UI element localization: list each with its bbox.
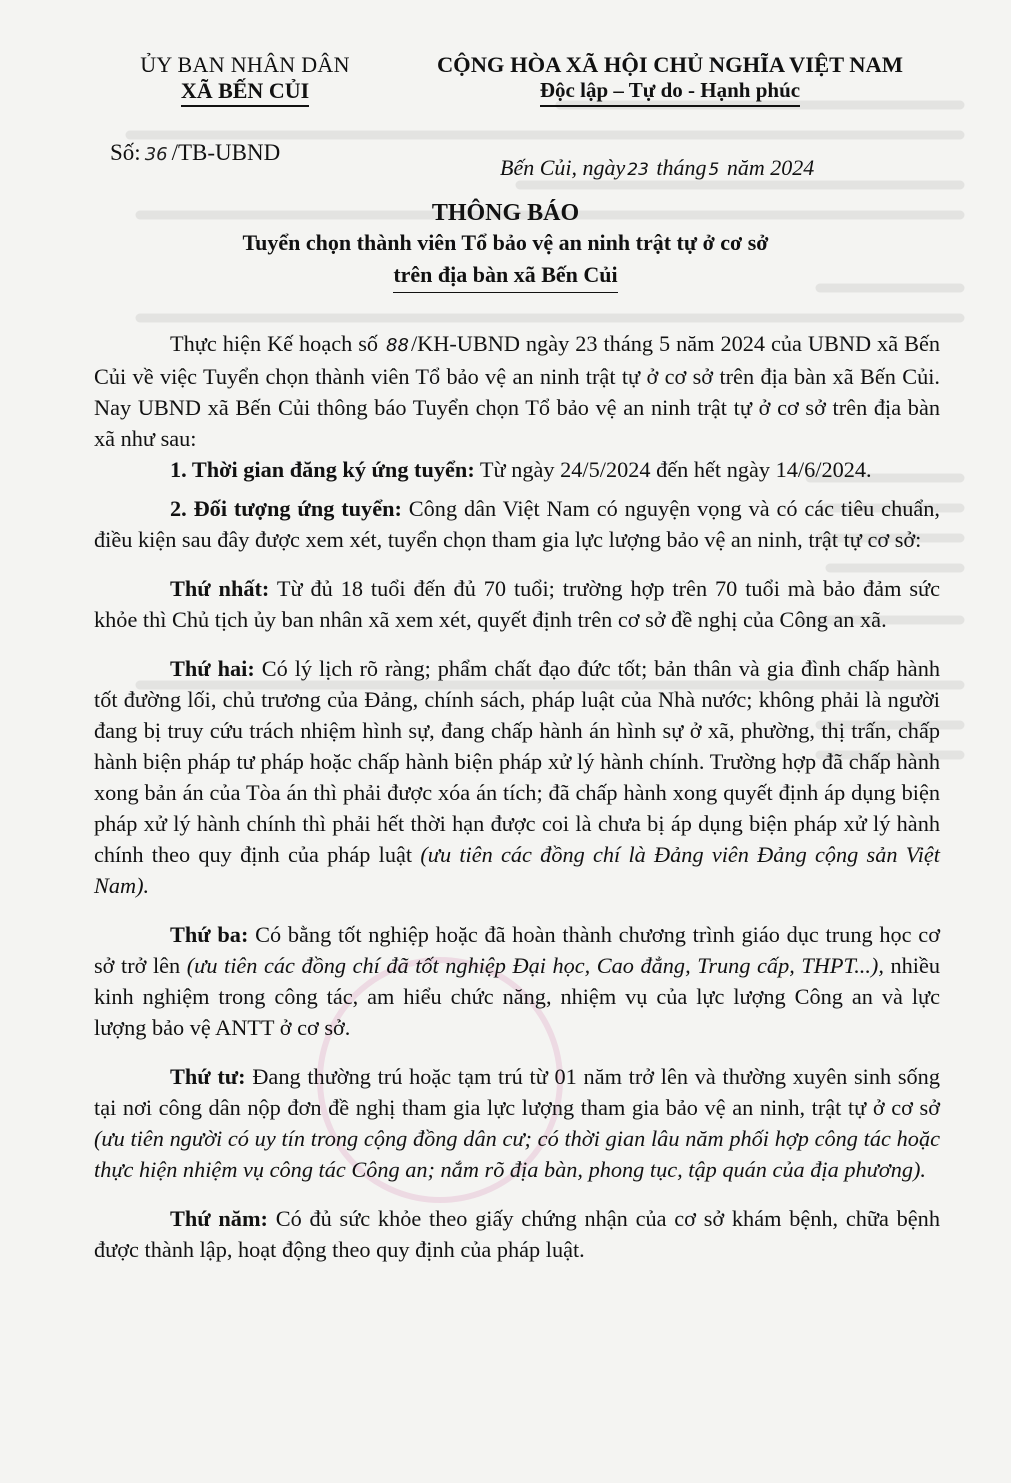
criterion-2-text: Có lý lịch rõ ràng; phẩm chất đạo đức tốt; bản thân và gia đình chấp hành tốt đường lối, chủ trương của Đảng, chính sách, pháp luật của Nhà nước; không phải là người đang bị truy cứu trách nhiệm hình sự, đang chấp hành án hình sự ở xã, phường, thị trấn, chấp hành biện pháp tư pháp hoặc chấp hành biện pháp xử lý hành chính. Trường hợp đã chấp hành xong bản án của Tòa án thì phải được xóa án tích; đã chấp hành xong quyết định áp dụng biện pháp xử lý hành chính thì phải hết thời hạn được coi là chưa bị áp dụng biện pháp xử lý hành chính theo quy định của pháp luật	[94, 656, 940, 867]
criterion-2-heading: Thứ hai:	[170, 656, 255, 681]
section-1-text: Từ ngày 24/5/2024 đến hết ngày 14/6/2024.	[474, 457, 872, 482]
section-1-heading: 1. Thời gian đăng ký ứng tuyển:	[170, 457, 475, 482]
intro-paragraph	[94, 328, 940, 454]
criterion-4-text: Đang thường trú hoặc tạm trú từ 01 năm trở lên và thường xuyên sinh sống tại nơi công dân nộp đơn đề nghị tham gia lực lượng tham gia bảo vệ an ninh, trật tự ở cơ sở	[94, 1064, 940, 1120]
authority-name: ỦY BAN NHÂN DÂN	[140, 52, 350, 77]
criterion-2-priority-note: (ưu tiên các đồng chí là Đảng viên Đảng cộng sản Việt Nam).	[94, 842, 940, 898]
criterion-4-paragraph	[94, 1061, 940, 1185]
document-number-prefix: Số:	[110, 140, 141, 165]
document-subtitle-line2-wrap	[0, 262, 1011, 293]
date-day-handwritten: 23	[627, 160, 649, 180]
criterion-2-paragraph	[94, 653, 940, 901]
intro-text-start: Thực hiện Kế hoạch số	[170, 331, 385, 356]
criterion-3-priority-note: (ưu tiên các đồng chí đã tốt nghiệp Đại học, Cao đẳng, Trung cấp, THPT...),	[186, 953, 884, 978]
section-2-heading: 2. Đối tượng ứng tuyển:	[170, 496, 402, 521]
plan-number-handwritten: 88	[386, 335, 409, 356]
date-place: Bến Củi, ngày	[500, 155, 626, 180]
national-motto: Độc lập – Tự do - Hạnh phúc	[540, 78, 800, 107]
criterion-1-paragraph	[94, 573, 940, 635]
criterion-3-tail: nhiều kinh nghiệm trong công tác, am hiểu chức năng, nhiệm vụ của lực lượng Công an và lực lượng bảo vệ ANTT ở cơ sở.	[94, 953, 940, 1040]
document-body	[94, 328, 940, 1273]
intro-text-rest: /KH-UBND ngày 23 tháng 5 năm 2024 của UBND xã Bến Củi về việc Tuyển chọn thành viên Tổ bảo vệ an ninh trật tự ở cơ sở trên địa bàn xã Bến Củi. Nay UBND xã Bến Củi thông báo Tuyển chọn Tổ bảo vệ an ninh trật tự ở cơ sở trên địa bàn xã như sau:	[94, 331, 940, 451]
document-date	[500, 155, 814, 181]
section-2-text: Công dân Việt Nam có nguyện vọng và có các tiêu chuẩn, điều kiện sau đây được xem xét, tuyển chọn tham gia lực lượng bảo vệ an ninh, trật tự cơ sở:	[94, 496, 940, 552]
document-number-handwritten: 36	[144, 144, 168, 165]
criterion-3-paragraph	[94, 919, 940, 1043]
commune-name: XÃ BẾN CỦI	[181, 78, 309, 107]
document-title: THÔNG BÁO	[431, 200, 580, 226]
document-number-suffix: /TB-UBND	[171, 140, 281, 165]
section-1-paragraph	[94, 454, 940, 485]
criterion-3-heading: Thứ ba:	[170, 922, 249, 947]
national-header-block	[400, 52, 940, 107]
criterion-4-heading: Thứ tư:	[170, 1064, 246, 1089]
criterion-1-text: Từ đủ 18 tuổi đến đủ 70 tuổi; trường hợp trên 70 tuổi mà bảo đảm sức khỏe thì Chủ tịch ủy ban nhân xã xem xét, quyết định trên cơ sở đề nghị của Công an xã.	[94, 576, 940, 632]
date-year: năm 2024	[726, 155, 815, 180]
criterion-1-heading: Thứ nhất:	[170, 576, 270, 601]
section-2-paragraph	[94, 493, 940, 555]
document-number	[110, 140, 280, 166]
criterion-5-text: Có đủ sức khỏe theo giấy chứng nhận của cơ sở khám bệnh, chữa bệnh được thành lập, hoạt động theo quy định của pháp luật.	[94, 1206, 940, 1262]
criterion-3-text: Có bằng tốt nghiệp hoặc đã hoàn thành chương trình giáo dục trung học cơ sở trở lên	[94, 922, 940, 978]
date-month-handwritten: 5	[708, 160, 720, 180]
national-title: CỘNG HÒA XÃ HỘI CHỦ NGHĨA VIỆT NAM	[436, 52, 904, 77]
issuing-authority-block	[100, 52, 390, 165]
criterion-5-paragraph	[94, 1203, 940, 1265]
criterion-4-priority-note: (ưu tiên người có uy tín trong cộng đồng dân cư; có thời gian lâu năm phối hợp công tác hoặc thực hiện nhiệm vụ công tác Công an; nắm rõ địa bàn, phong tục, tập quán của địa phương).	[94, 1126, 940, 1182]
document-subtitle-line1: Tuyển chọn thành viên Tổ bảo vệ an ninh trật tự ở cơ sở	[242, 230, 769, 255]
document-subtitle-line2: trên địa bàn xã Bến Củi	[393, 262, 617, 293]
date-month-word: tháng	[656, 155, 707, 180]
criterion-5-heading: Thứ năm:	[170, 1206, 268, 1231]
